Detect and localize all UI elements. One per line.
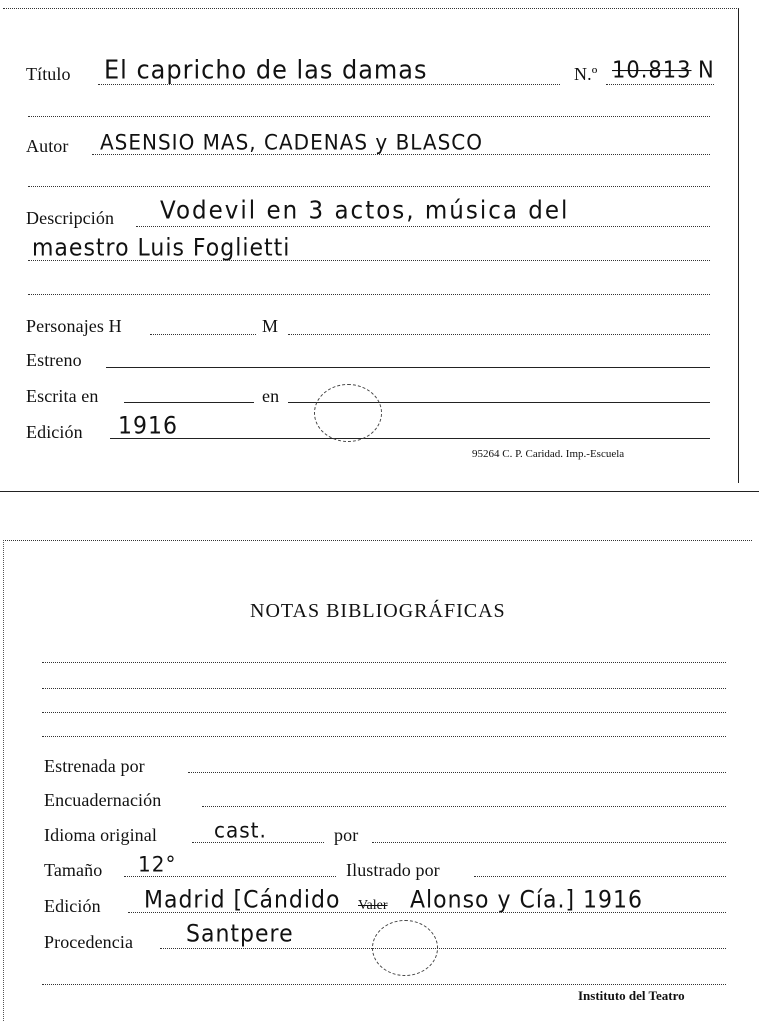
- edicion-label-1: Edición: [26, 422, 83, 442]
- procedencia-line: [160, 948, 726, 949]
- edicion-label-2: Edición: [44, 896, 101, 916]
- blank-line-1: [28, 116, 710, 117]
- escrita-line: [124, 402, 254, 403]
- edicion-value-2a: Madrid [Cándido: [144, 887, 341, 914]
- titulo-line: [98, 84, 560, 85]
- edicion-struck: Valer: [358, 898, 388, 913]
- estreno-label: Estreno: [26, 350, 82, 370]
- procedencia-value: Santpere: [186, 921, 294, 948]
- numero-label: N.º: [574, 64, 598, 84]
- tamano-label: Tamaño: [44, 860, 103, 880]
- por-line: [372, 842, 726, 843]
- notas-line-bottom: [42, 984, 726, 985]
- numero-line: [606, 84, 714, 85]
- personajes-label: Personajes H: [26, 316, 122, 336]
- encuadernacion-label: Encuadernación: [44, 790, 162, 810]
- numero-value: 10.813: [612, 57, 692, 83]
- blank-line-3: [28, 294, 710, 295]
- descripcion-label: Descripción: [26, 208, 115, 228]
- institute-footer: Instituto del Teatro: [578, 988, 685, 1003]
- edicion-value-1: 1916: [118, 413, 178, 440]
- m-label: M: [262, 316, 279, 336]
- card-separator: [0, 491, 759, 492]
- edicion-value-2b: Alonso y Cía.] 1916: [410, 887, 644, 914]
- tamano-line: [124, 876, 336, 877]
- notas-line-2: [42, 688, 726, 689]
- notas-line-1: [42, 662, 726, 663]
- escrita-label: Escrita en: [26, 386, 99, 406]
- idioma-line: [192, 842, 324, 843]
- estrenada-line: [188, 772, 726, 773]
- tamano-value: 12°: [138, 851, 177, 877]
- titulo-value: El capricho de las damas: [104, 54, 428, 86]
- edicion-line-2: [128, 912, 726, 913]
- notas-line-3: [42, 712, 726, 713]
- descripcion-line2: maestro Luis Foglietti: [32, 235, 291, 262]
- en-label: en: [262, 386, 280, 406]
- procedencia-label: Procedencia: [44, 932, 134, 952]
- notas-heading: NOTAS BIBLIOGRÁFICAS: [250, 600, 506, 622]
- idioma-value: cast.: [214, 817, 267, 843]
- numero-suffix: N: [698, 57, 715, 83]
- notas-line-4: [42, 736, 726, 737]
- ilustrado-label: Ilustrado por: [346, 860, 440, 880]
- estreno-line: [106, 367, 710, 368]
- printer-note: 95264 C. P. Caridad. Imp.-Escuela: [472, 448, 625, 460]
- descripcion-rule-2: [28, 260, 710, 261]
- edicion-line-1: [110, 438, 710, 439]
- autor-value: ASENSIO MAS, CADENAS y BLASCO: [100, 129, 483, 155]
- blank-line-2: [28, 186, 710, 187]
- encuadernacion-line: [202, 806, 726, 807]
- personajes-m-line: [288, 334, 710, 335]
- ilustrado-line: [474, 876, 726, 877]
- stamp-circle-2: [372, 920, 438, 976]
- titulo-label: Título: [26, 64, 71, 84]
- autor-label: Autor: [26, 136, 69, 156]
- autor-line: [92, 154, 710, 155]
- estrenada-label: Estrenada por: [44, 756, 145, 776]
- por-label: por: [334, 825, 359, 845]
- descripcion-rule-1: [136, 226, 710, 227]
- descripcion-line1: Vodevil en 3 actos, música del: [160, 196, 570, 226]
- stamp-circle-1: [314, 384, 382, 442]
- idioma-label: Idioma original: [44, 825, 157, 845]
- personajes-h-line: [150, 334, 256, 335]
